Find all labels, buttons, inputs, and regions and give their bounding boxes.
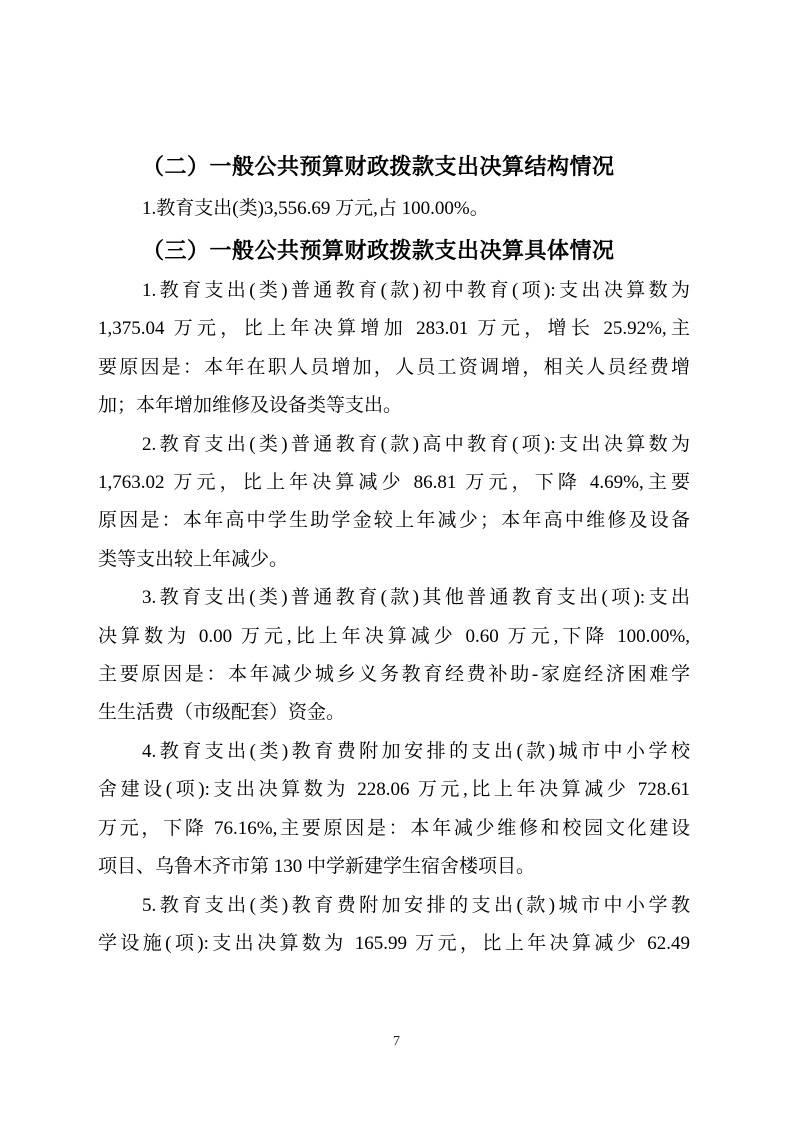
paragraph-line: 5.教育支出(类)教育费附加安排的支出(款)城市中小学教 [142, 894, 690, 916]
paragraph-1 [98, 272, 690, 426]
paragraph-2 [98, 426, 690, 580]
paragraph-line: 决算数为 0.00 万元,比上年决算减少 0.60 万元,下降 100.00%, [98, 625, 690, 647]
paragraph-line: 1.教育支出(类)普通教育(款)初中教育(项):支出决算数为 [142, 280, 690, 301]
paragraph-line: 要原因是：本年在职人员增加，人员工资调增，相关人员经费增 [98, 356, 690, 378]
paragraph-line: 主要原因是：本年减少城乡义务教育经费补助-家庭经济困难学 [98, 664, 690, 686]
page-number: 7 [393, 1034, 400, 1049]
paragraph-line: 加；本年增加维修及设备类等支出。 [98, 395, 403, 417]
paragraph-3 [98, 579, 690, 733]
paragraph-line: 1,763.02 万元，比上年决算减少 86.81 万元，下降 4.69%,主要 [98, 472, 690, 494]
summary-line: 1.教育支出(类)3,556.69 万元,占 100.00%。 [142, 198, 489, 219]
paragraph-line: 万元，下降 76.16%,主要原因是：本年减少维修和校园文化建设 [98, 817, 690, 839]
section-heading-2: （二）一般公共预算财政拨款支出决算结构情况 [142, 154, 615, 179]
section-heading-3: （三）一般公共预算财政拨款支出决算具体情况 [142, 238, 615, 263]
paragraph-4 [98, 733, 690, 887]
paragraph-line: 项目、乌鲁木齐市第 130 中学新建学生宿舍楼项目。 [98, 856, 536, 878]
paragraph-line: 3.教育支出(类)普通教育(款)其他普通教育支出(项):支出 [142, 587, 690, 609]
paragraph-line: 1,375.04 万元，比上年决算增加 283.01 万元，增长 25.92%,主 [98, 318, 690, 340]
paragraph-line: 类等支出较上年减少。 [98, 548, 289, 570]
paragraph-line: 学设施(项):支出决算数为 165.99 万元，比上年决算减少 62.49 [98, 932, 690, 954]
paragraph-5 [98, 887, 690, 964]
paragraph-line: 2.教育支出(类)普通教育(款)高中教育(项):支出决算数为 [142, 433, 690, 455]
paragraph-line: 4.教育支出(类)教育费附加安排的支出(款)城市中小学校 [142, 740, 690, 762]
paragraph-line: 生生活费（市级配套）资金。 [98, 702, 346, 724]
paragraph-line: 舍建设(项):支出决算数为 228.06 万元,比上年决算减少 728.61 [98, 779, 690, 801]
document-content [98, 146, 690, 963]
paragraph-line: 原因是：本年高中学生助学金较上年减少；本年高中维修及设备 [98, 510, 690, 532]
